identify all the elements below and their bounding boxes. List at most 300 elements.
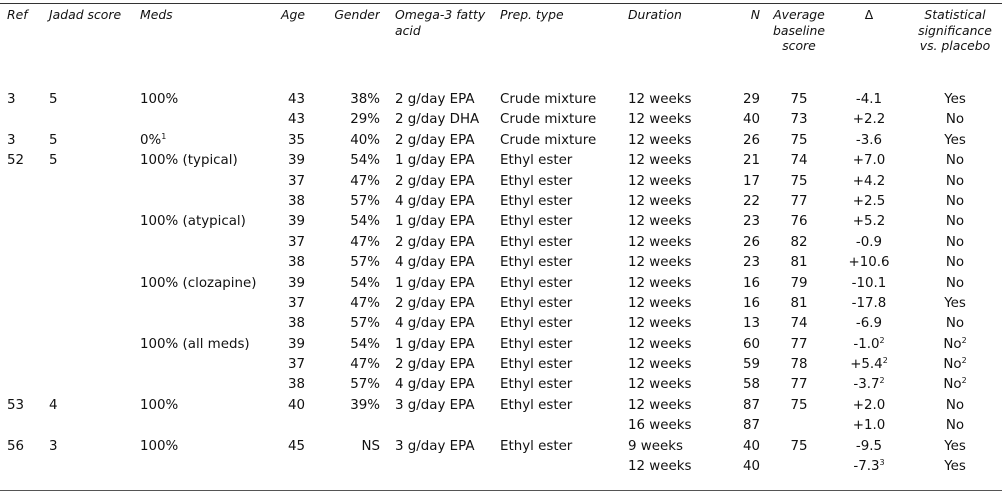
footnote-marker: 2: [961, 335, 967, 345]
cell-jadad: [47, 336, 140, 356]
cell-age-text: 37: [287, 357, 305, 373]
cell-duration-text: 12 weeks: [628, 377, 692, 393]
cell-significance-text: No: [943, 357, 962, 373]
cell-jadad: [47, 356, 140, 376]
cell-n-text: 13: [742, 316, 760, 332]
cell-age-text: 37: [287, 295, 305, 311]
cell-significance: [900, 376, 1002, 396]
cell-prep-text: Ethyl ester: [500, 316, 573, 332]
cell-baseline-text: 77: [790, 193, 808, 209]
cell-ref-text: 3: [7, 132, 16, 148]
header-jadad: Jadad score: [49, 7, 122, 22]
cell-meds: [140, 295, 268, 315]
cell-delta-text: +2.0: [852, 397, 886, 413]
footnote-marker: 2: [961, 376, 967, 386]
cell-prep: [495, 397, 622, 417]
cell-prep-text: Ethyl ester: [500, 377, 573, 393]
cell-ref: [0, 234, 47, 254]
cell-duration: [622, 111, 725, 131]
cell-n: [725, 91, 760, 111]
cell-significance: [900, 173, 1002, 193]
cell-meds: [140, 173, 268, 193]
header-n: N: [750, 7, 760, 22]
cell-significance-text: No: [945, 316, 965, 332]
cell-baseline-text: 81: [790, 255, 808, 271]
cell-prep-text: Ethyl ester: [500, 173, 573, 189]
cell-omega-text: 4 g/day EPA: [395, 193, 475, 209]
cell-significance: [900, 193, 1002, 213]
cell-significance: [900, 152, 1002, 172]
cell-prep-text: Crude mixture: [500, 92, 597, 107]
table-row: [0, 152, 1002, 172]
cell-n-text: 23: [742, 214, 760, 230]
cell-baseline: [760, 356, 830, 376]
cell-omega-text: 3 g/day EPA: [395, 397, 475, 413]
cell-baseline: [760, 275, 830, 295]
cell-meds-text: 100% (typical): [140, 153, 238, 169]
cell-significance: [900, 91, 1002, 111]
cell-ref: [0, 91, 47, 111]
cell-significance: [900, 458, 1002, 478]
cell-age: [268, 295, 305, 315]
cell-gender-text: 54%: [350, 275, 380, 291]
cell-delta-text: -1.0: [853, 336, 880, 352]
cell-age: [268, 275, 305, 295]
cell-duration: [622, 234, 725, 254]
cell-omega: [380, 173, 495, 193]
trials-table: [0, 7, 1002, 478]
cell-prep-text: Ethyl ester: [500, 275, 573, 291]
cell-duration-text: 12 weeks: [628, 316, 692, 332]
cell-prep: [495, 234, 622, 254]
cell-delta: [830, 397, 900, 417]
cell-gender: [305, 152, 380, 172]
header-delta: Δ: [864, 7, 874, 22]
cell-prep: [495, 376, 622, 396]
cell-duration-text: 16 weeks: [628, 418, 692, 434]
table-row: [0, 438, 1002, 458]
cell-age: [268, 315, 305, 335]
cell-prep: [495, 417, 622, 437]
cell-gender-text: 39%: [350, 397, 380, 413]
cell-ref: [0, 173, 47, 193]
cell-significance: [900, 336, 1002, 356]
cell-delta: [830, 173, 900, 193]
cell-ref-text: 56: [7, 438, 25, 454]
cell-delta: [830, 275, 900, 295]
header-duration: Duration: [628, 7, 682, 22]
cell-age: [268, 397, 305, 417]
cell-omega-text: 1 g/day EPA: [395, 214, 475, 230]
cell-age: [268, 91, 305, 111]
cell-gender: [305, 91, 380, 111]
cell-age: [268, 376, 305, 396]
table-row: [0, 234, 1002, 254]
cell-significance-text: Yes: [944, 438, 966, 454]
cell-gender: [305, 315, 380, 335]
cell-prep: [495, 213, 622, 233]
header-gender: Gender: [334, 7, 380, 22]
cell-duration-text: 12 weeks: [628, 112, 692, 128]
cell-meds: [140, 111, 268, 131]
cell-jadad: [47, 397, 140, 417]
cell-baseline: [760, 173, 830, 193]
cell-age-text: 39: [287, 275, 305, 291]
cell-gender: [305, 173, 380, 193]
cell-significance: [900, 111, 1002, 131]
cell-delta: [830, 193, 900, 213]
cell-delta: [830, 417, 900, 437]
cell-delta: [830, 295, 900, 315]
cell-age-text: 43: [287, 112, 305, 128]
cell-age-text: 39: [287, 214, 305, 230]
cell-n: [725, 173, 760, 193]
cell-n: [725, 152, 760, 172]
cell-n: [725, 438, 760, 458]
cell-n: [725, 356, 760, 376]
cell-baseline: [760, 438, 830, 458]
table-row: [0, 417, 1002, 437]
cell-baseline-text: 77: [790, 377, 808, 393]
cell-prep: [495, 295, 622, 315]
cell-gender: [305, 234, 380, 254]
cell-n-text: 40: [742, 438, 760, 454]
table-row: [0, 254, 1002, 274]
cell-duration: [622, 315, 725, 335]
cell-age-text: 39: [287, 336, 305, 352]
cell-jadad: [47, 152, 140, 172]
cell-n-text: 60: [742, 336, 760, 352]
cell-jadad: [47, 275, 140, 295]
cell-n-text: 16: [742, 295, 760, 311]
cell-delta: [830, 356, 900, 376]
cell-gender: [305, 376, 380, 396]
cell-duration: [622, 356, 725, 376]
cell-age-text: 38: [287, 316, 305, 332]
cell-baseline: [760, 295, 830, 315]
cell-duration: [622, 336, 725, 356]
cell-meds: [140, 234, 268, 254]
cell-significance: [900, 356, 1002, 376]
cell-baseline-text: 82: [790, 234, 808, 250]
cell-duration-text: 12 weeks: [628, 255, 692, 271]
cell-significance: [900, 315, 1002, 335]
cell-meds: [140, 397, 268, 417]
cell-prep-text: Ethyl ester: [500, 357, 573, 373]
cell-omega: [380, 91, 495, 111]
cell-significance-text: Yes: [944, 459, 966, 475]
cell-delta-text: +2.2: [852, 112, 886, 128]
header-age: Age: [281, 7, 305, 22]
cell-age: [268, 336, 305, 356]
cell-jadad: [47, 234, 140, 254]
cell-omega: [380, 417, 495, 437]
cell-significance-text: No: [945, 153, 965, 169]
bottom-rule: [0, 490, 1002, 491]
table-row: [0, 193, 1002, 213]
table-row: [0, 213, 1002, 233]
cell-gender-text: 38%: [350, 92, 380, 107]
cell-omega-text: 2 g/day EPA: [395, 295, 475, 311]
cell-duration-text: 12 weeks: [628, 173, 692, 189]
cell-duration: [622, 152, 725, 172]
cell-meds: [140, 417, 268, 437]
cell-n-text: 17: [742, 173, 760, 189]
table-row: [0, 315, 1002, 335]
cell-significance: [900, 295, 1002, 315]
cell-n: [725, 397, 760, 417]
cell-jadad: [47, 173, 140, 193]
cell-gender: [305, 254, 380, 274]
cell-meds: [140, 132, 268, 152]
cell-delta: [830, 376, 900, 396]
cell-omega: [380, 397, 495, 417]
cell-age-text: 38: [287, 377, 305, 393]
cell-omega-text: 2 g/day DHA: [395, 112, 480, 128]
cell-duration-text: 12 weeks: [628, 336, 692, 352]
cell-n-text: 40: [742, 459, 760, 475]
table-row: [0, 356, 1002, 376]
cell-prep: [495, 91, 622, 111]
cell-n: [725, 458, 760, 478]
cell-n: [725, 315, 760, 335]
cell-baseline: [760, 193, 830, 213]
cell-jadad-text: 3: [49, 438, 58, 454]
cell-jadad-text: 4: [49, 397, 58, 413]
cell-baseline-text: 77: [790, 336, 808, 352]
cell-duration-text: 12 weeks: [628, 193, 692, 209]
cell-duration-text: 12 weeks: [628, 234, 692, 250]
cell-n-text: 26: [742, 234, 760, 250]
cell-delta-text: -9.5: [855, 438, 883, 454]
cell-baseline: [760, 376, 830, 396]
cell-ref: [0, 213, 47, 233]
cell-n-text: 40: [742, 112, 760, 128]
cell-gender-text: 29%: [350, 112, 380, 128]
cell-delta: [830, 336, 900, 356]
cell-significance-text: No: [943, 336, 962, 352]
cell-age-text: 38: [287, 193, 305, 209]
cell-significance: [900, 275, 1002, 295]
header-row: [0, 7, 1002, 91]
cell-age: [268, 356, 305, 376]
cell-duration: [622, 376, 725, 396]
cell-delta: [830, 152, 900, 172]
cell-duration-text: 12 weeks: [628, 459, 692, 475]
cell-delta: [830, 213, 900, 233]
cell-meds: [140, 438, 268, 458]
cell-age-text: 37: [287, 173, 305, 189]
cell-jadad: [47, 438, 140, 458]
cell-duration-text: 12 weeks: [628, 92, 692, 107]
cell-ref: [0, 397, 47, 417]
cell-age: [268, 254, 305, 274]
cell-n: [725, 336, 760, 356]
cell-baseline: [760, 417, 830, 437]
cell-gender: [305, 213, 380, 233]
cell-gender: [305, 417, 380, 437]
cell-ref: [0, 417, 47, 437]
cell-prep: [495, 132, 622, 152]
cell-delta-text: -3.6: [855, 132, 883, 148]
cell-prep-text: Ethyl ester: [500, 153, 573, 169]
cell-gender-text: 54%: [350, 153, 380, 169]
cell-jadad: [47, 91, 140, 111]
cell-omega: [380, 315, 495, 335]
table-row: [0, 336, 1002, 356]
cell-omega-text: 2 g/day EPA: [395, 92, 475, 107]
cell-baseline: [760, 152, 830, 172]
cell-gender-text: 57%: [350, 255, 380, 271]
footnote-marker: 2: [882, 356, 888, 366]
footnote-marker: 1: [161, 131, 167, 141]
cell-delta: [830, 254, 900, 274]
cell-gender-text: 57%: [350, 193, 380, 209]
header-omega: Omega-3 fatty acid: [395, 7, 486, 38]
cell-jadad: [47, 295, 140, 315]
cell-significance: [900, 132, 1002, 152]
cell-gender: [305, 356, 380, 376]
cell-ref: [0, 275, 47, 295]
cell-delta-text: +7.0: [852, 153, 886, 169]
cell-n-text: 87: [742, 397, 760, 413]
cell-age: [268, 417, 305, 437]
cell-omega-text: 2 g/day EPA: [395, 234, 475, 250]
cell-meds: [140, 213, 268, 233]
cell-delta-text: -3.7: [853, 377, 880, 393]
cell-ref: [0, 254, 47, 274]
cell-n: [725, 376, 760, 396]
cell-meds: [140, 91, 268, 111]
table-row: [0, 111, 1002, 131]
cell-meds: [140, 275, 268, 295]
cell-n-text: 58: [742, 377, 760, 393]
cell-baseline: [760, 315, 830, 335]
cell-omega: [380, 213, 495, 233]
cell-prep-text: Crude mixture: [500, 132, 597, 148]
cell-ref: [0, 152, 47, 172]
cell-gender-text: 57%: [350, 316, 380, 332]
cell-omega: [380, 376, 495, 396]
cell-duration-text: 9 weeks: [628, 438, 683, 454]
cell-gender-text: 54%: [350, 336, 380, 352]
cell-jadad-text: 5: [49, 153, 58, 169]
cell-gender-text: 40%: [350, 132, 380, 148]
header-prep: Prep. type: [500, 7, 564, 22]
cell-prep-text: Crude mixture: [500, 112, 597, 128]
cell-significance: [900, 254, 1002, 274]
cell-baseline-text: 75: [790, 173, 808, 189]
cell-meds: [140, 193, 268, 213]
cell-delta-text: -17.8: [851, 295, 887, 311]
cell-baseline-text: 78: [790, 357, 808, 373]
cell-duration: [622, 254, 725, 274]
cell-baseline-text: 75: [790, 132, 808, 148]
cell-duration: [622, 173, 725, 193]
cell-delta: [830, 438, 900, 458]
cell-omega: [380, 152, 495, 172]
cell-delta-text: +2.5: [852, 193, 886, 209]
cell-baseline: [760, 213, 830, 233]
cell-omega-text: 3 g/day EPA: [395, 438, 475, 454]
cell-significance: [900, 438, 1002, 458]
cell-age-text: 43: [287, 92, 305, 107]
cell-delta-text: +5.4: [850, 357, 883, 373]
cell-gender-text: 47%: [350, 357, 380, 373]
cell-duration: [622, 295, 725, 315]
header-ref: Ref: [7, 7, 28, 22]
cell-prep: [495, 458, 622, 478]
cell-omega-text: 1 g/day EPA: [395, 336, 475, 352]
cell-n: [725, 213, 760, 233]
header-meds: Meds: [140, 7, 173, 22]
cell-n: [725, 132, 760, 152]
cell-age: [268, 152, 305, 172]
cell-prep-text: Ethyl ester: [500, 438, 573, 454]
cell-delta: [830, 234, 900, 254]
cell-duration-text: 12 weeks: [628, 132, 692, 148]
cell-age-text: 39: [287, 153, 305, 169]
cell-jadad: [47, 315, 140, 335]
cell-prep: [495, 254, 622, 274]
cell-duration: [622, 91, 725, 111]
top-rule: [0, 3, 1002, 4]
cell-delta-text: -10.1: [851, 275, 887, 291]
cell-baseline: [760, 336, 830, 356]
cell-delta-text: +5.2: [852, 214, 886, 230]
cell-gender: [305, 111, 380, 131]
cell-baseline-text: 81: [790, 295, 808, 311]
cell-gender-text: 47%: [350, 234, 380, 250]
cell-age: [268, 213, 305, 233]
cell-prep-text: Ethyl ester: [500, 397, 573, 413]
header-baseline: Average baseline score: [773, 7, 825, 53]
cell-n-text: 23: [742, 255, 760, 271]
cell-omega-text: 4 g/day EPA: [395, 316, 475, 332]
cell-age-text: 45: [287, 438, 305, 454]
cell-n-text: 16: [742, 275, 760, 291]
cell-prep-text: Ethyl ester: [500, 193, 573, 209]
cell-prep-text: Ethyl ester: [500, 336, 573, 352]
cell-gender: [305, 458, 380, 478]
cell-duration: [622, 193, 725, 213]
cell-age: [268, 111, 305, 131]
cell-gender-text: 47%: [350, 173, 380, 189]
cell-age: [268, 132, 305, 152]
cell-significance-text: No: [945, 397, 965, 413]
cell-jadad: [47, 193, 140, 213]
cell-duration: [622, 397, 725, 417]
cell-ref: [0, 336, 47, 356]
cell-age-text: 38: [287, 255, 305, 271]
cell-baseline-text: 74: [790, 153, 808, 169]
cell-delta: [830, 132, 900, 152]
cell-n-text: 29: [742, 92, 760, 107]
cell-delta-text: +10.6: [848, 255, 890, 271]
cell-n: [725, 417, 760, 437]
cell-significance-text: Yes: [944, 132, 966, 148]
cell-baseline-text: 73: [790, 112, 808, 128]
cell-significance-text: No: [945, 418, 965, 434]
cell-baseline-text: 74: [790, 316, 808, 332]
cell-prep: [495, 173, 622, 193]
cell-n: [725, 111, 760, 131]
cell-baseline: [760, 458, 830, 478]
cell-jadad: [47, 417, 140, 437]
cell-prep: [495, 315, 622, 335]
cell-significance-text: Yes: [944, 295, 966, 311]
cell-ref: [0, 295, 47, 315]
